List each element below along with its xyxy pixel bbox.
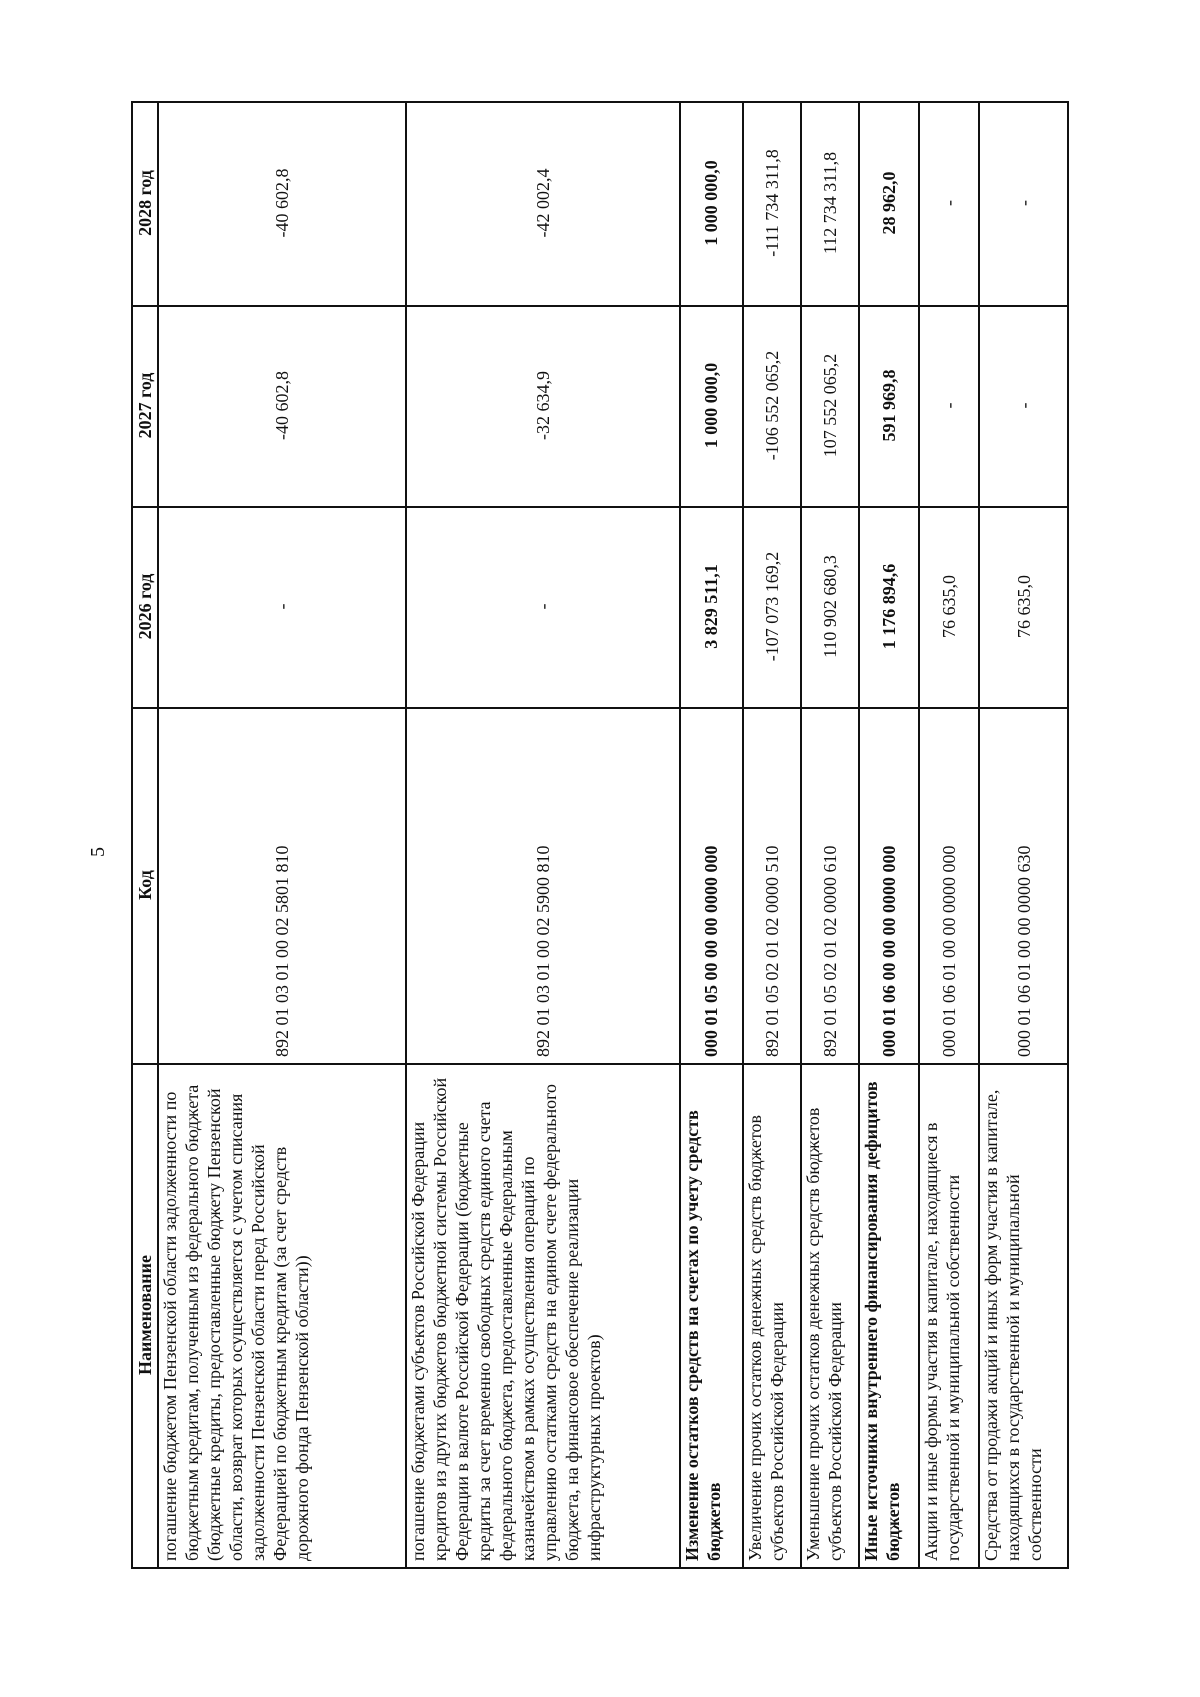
row-code: 000 01 05 00 00 00 0000 000 <box>680 708 742 1064</box>
row-value-2028: 28 962,0 <box>859 102 919 306</box>
row-value-2026: 110 902 680,3 <box>801 507 859 708</box>
row-value-2026: - <box>158 507 406 708</box>
table-row <box>743 102 802 1568</box>
table-body <box>158 102 1068 1568</box>
budget-sources-table <box>131 101 1069 1569</box>
table-row <box>919 102 979 1568</box>
row-value-2026: 3 829 511,1 <box>680 507 742 708</box>
row-value-2026: 1 176 894,6 <box>859 507 919 708</box>
row-value-2028: -40 602,8 <box>158 102 406 306</box>
table-row <box>801 102 859 1568</box>
header-year-2027: 2027 год <box>132 306 158 507</box>
row-code: 000 01 06 01 00 00 0000 630 <box>979 708 1068 1064</box>
row-name: Увеличение прочих остатков денежных средств бюджетов субъектов Российской Федерации <box>743 1064 802 1568</box>
row-name: Уменьшение прочих остатков денежных средств бюджетов субъектов Российской Федерации <box>801 1064 859 1568</box>
row-value-2027: -32 634,9 <box>406 306 680 507</box>
row-code: 000 01 06 00 00 00 0000 000 <box>859 708 919 1064</box>
row-code: 000 01 06 01 00 00 0000 000 <box>919 708 979 1064</box>
header-year-2026: 2026 год <box>132 507 158 708</box>
header-name: Наименование <box>132 1064 158 1568</box>
table-row <box>680 102 742 1568</box>
budget-sources-table-container <box>131 103 1069 1569</box>
row-value-2026: -107 073 169,2 <box>743 507 802 708</box>
row-value-2027: 1 000 000,0 <box>680 306 742 507</box>
row-value-2027: -40 602,8 <box>158 306 406 507</box>
row-code: 892 01 03 01 00 02 5900 810 <box>406 708 680 1064</box>
row-name: погашение бюджетом Пензенской области задолженности по бюджетным кредитам, полученным из федерального бюджета (бюджетные кредиты, предоставленные бюджету Пензенской области, возврат которых осуществляется с учетом списания задолженности Пензенской области перед Российской Федерацией по бюджетным кредитам (за счет средств дорожного фонда Пензенской области)) <box>158 1064 406 1568</box>
table-row <box>859 102 919 1568</box>
row-name: Акции и иные формы участия в капитале, находящиеся в государственной и муниципальной собственности <box>919 1064 979 1568</box>
row-value-2028: -111 734 311,8 <box>743 102 802 306</box>
row-name: погашение бюджетами субъектов Российской Федерации кредитов из других бюджетов бюджетной системы Российской Федерации в валюте Российской Федерации (бюджетные кредиты за счет временно свободных средств единого счета федерального бюджета, предоставленные Федеральным казначейством в рамках осуществления операций по управлению остатками средств на едином счете федерального бюджета, на финансовое обеспечение реализации инфраструктурных проектов) <box>406 1064 680 1568</box>
row-value-2028: - <box>919 102 979 306</box>
table-row <box>158 102 406 1568</box>
table-row <box>979 102 1068 1568</box>
row-value-2028: -42 002,4 <box>406 102 680 306</box>
row-value-2026: 76 635,0 <box>919 507 979 708</box>
row-code: 892 01 05 02 01 02 0000 510 <box>743 708 802 1064</box>
row-value-2026: 76 635,0 <box>979 507 1068 708</box>
row-value-2027: - <box>919 306 979 507</box>
table-row <box>406 102 680 1568</box>
header-year-2028: 2028 год <box>132 102 158 306</box>
table-header-row <box>132 102 158 1568</box>
row-value-2026: - <box>406 507 680 708</box>
row-code: 892 01 03 01 00 02 5801 810 <box>158 708 406 1064</box>
row-value-2027: 107 552 065,2 <box>801 306 859 507</box>
row-value-2028: 112 734 311,8 <box>801 102 859 306</box>
row-name: Средства от продажи акций и иных форм участия в капитале, находящихся в государственной и муниципальной собственности <box>979 1064 1068 1568</box>
row-value-2028: 1 000 000,0 <box>680 102 742 306</box>
row-code: 892 01 05 02 01 02 0000 610 <box>801 708 859 1064</box>
row-value-2027: 591 969,8 <box>859 306 919 507</box>
row-value-2027: -106 552 065,2 <box>743 306 802 507</box>
page-number: 5 <box>87 847 109 857</box>
header-code: Код <box>132 708 158 1064</box>
row-name: Иные источники внутреннего финансирования дефицитов бюджетов <box>859 1064 919 1568</box>
row-name: Изменение остатков средств на счетах по учету средств бюджетов <box>680 1064 742 1568</box>
row-value-2028: - <box>979 102 1068 306</box>
row-value-2027: - <box>979 306 1068 507</box>
